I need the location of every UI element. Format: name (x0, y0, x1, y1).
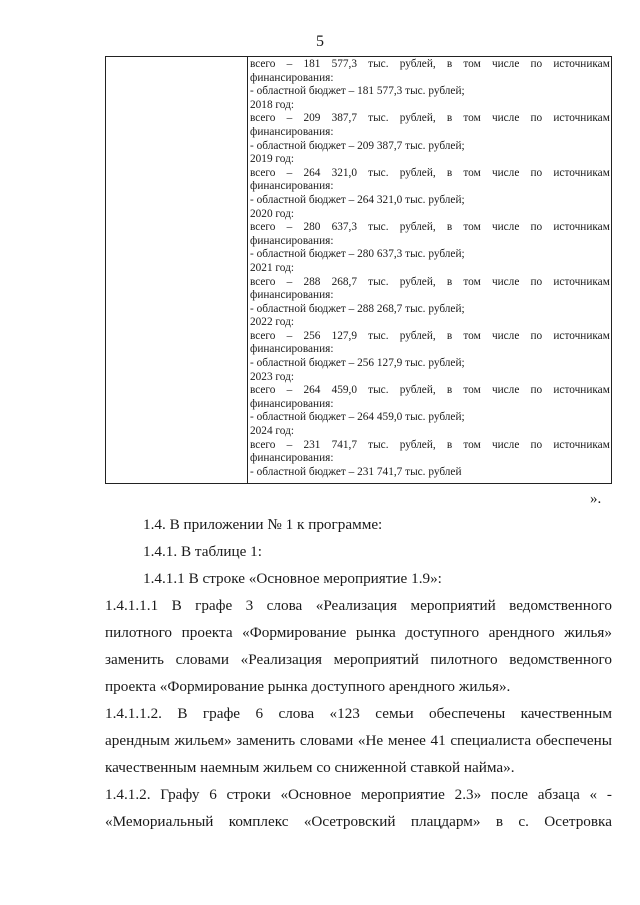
word: В (171, 597, 182, 614)
word: всего (250, 384, 276, 397)
word: 3 (245, 597, 254, 614)
word: «Реализация (315, 597, 398, 614)
word: 127,9 (331, 329, 357, 342)
word: всего (250, 329, 276, 342)
word: рублей, (399, 221, 436, 234)
word: 2.3» (454, 786, 482, 803)
word: мероприятий (333, 651, 419, 668)
word: рублей, (399, 275, 436, 288)
word: числе (491, 112, 520, 125)
word: – (286, 58, 293, 70)
word: по (530, 58, 543, 70)
word: том (463, 329, 481, 342)
text-line: финансирования: (250, 71, 334, 84)
word: Осетровка (544, 813, 612, 830)
text-line: 2022 год: (250, 316, 294, 329)
word: 6 (209, 786, 217, 803)
word: словами (175, 651, 229, 668)
word: источникам (553, 275, 610, 288)
word: том (463, 166, 481, 179)
paragraph-1-4-1 (143, 538, 262, 565)
text-line (250, 439, 610, 453)
word: по (530, 112, 543, 125)
word: арендного (488, 624, 555, 641)
word: 1.4.1.1.1 (105, 597, 159, 614)
text-line: качественным наемным жильем со сниженной ставкой найма». (105, 759, 515, 776)
word: источникам (553, 58, 610, 70)
text-line: 2018 год: (250, 98, 294, 111)
word: жилья» (564, 624, 612, 641)
word: 577,3 (331, 58, 357, 70)
word: «Основное (280, 786, 352, 803)
text-line (250, 112, 610, 126)
text-line: проекта «Формирование рынка доступного арендного жилья». (105, 678, 511, 695)
text-line: финансирования: (250, 343, 334, 356)
text-line: - областной бюджет – 264 459,0 тыс. рублей; (250, 411, 465, 424)
word: 288 (303, 275, 321, 288)
word: по (530, 166, 543, 179)
word: « (589, 786, 598, 803)
page-number: 5 (316, 33, 324, 50)
word: числе (491, 58, 520, 70)
text-line: финансирования: (250, 234, 334, 247)
financing-text-cell (250, 58, 610, 479)
word: обеспечены (429, 705, 506, 722)
word: 181 (303, 58, 321, 70)
closing-quote: ». (590, 491, 602, 507)
word: в (446, 166, 453, 179)
word: – (286, 221, 293, 234)
word: 741,7 (331, 438, 357, 451)
word: арендным (105, 732, 170, 749)
text-line (105, 808, 612, 835)
word: с. (518, 813, 529, 830)
text-line: 1.4.1. В таблице 1: (143, 543, 262, 560)
text-line: 2020 год: (250, 207, 294, 220)
word: по (530, 329, 543, 342)
word: заменить (236, 732, 296, 749)
word: всего (250, 58, 276, 70)
paragraph-1-4-1-1-1 (105, 592, 612, 700)
word: «Формирование (242, 624, 347, 641)
text-line: финансирования: (250, 180, 334, 193)
paragraph-1-4-1-1 (143, 565, 442, 592)
word: – (286, 275, 293, 288)
table-column-divider (247, 57, 248, 483)
word: источникам (553, 384, 610, 397)
word: 1.4.1.2. (105, 786, 151, 803)
word: тыс. (368, 112, 389, 125)
word: по (530, 384, 543, 397)
paragraph-1-4-1-2 (105, 781, 612, 835)
word: заменить (105, 651, 164, 668)
text-line: 2019 год: (250, 153, 294, 166)
word: жильем» (174, 732, 232, 749)
word: в (446, 438, 453, 451)
word: по (530, 221, 543, 234)
financing-table (105, 56, 612, 484)
word: по (530, 438, 543, 451)
word: после (490, 786, 529, 803)
text-line: 2023 год: (250, 370, 294, 383)
text-line: 1.4.1.1 В строке «Основное мероприятие 1.9»: (143, 570, 442, 587)
text-line (105, 781, 612, 808)
text-line: - областной бюджет – 256 127,9 тыс. рублей; (250, 357, 465, 370)
word: – (286, 329, 293, 342)
word: – (286, 112, 293, 125)
word: графе (195, 597, 233, 614)
word: в (446, 221, 453, 234)
word: тыс. (368, 384, 389, 397)
word: 41 (430, 732, 446, 749)
text-line (250, 58, 610, 72)
word: рублей, (399, 58, 436, 70)
word: слова (266, 597, 303, 614)
text-line: 2024 год: (250, 425, 294, 438)
word: в (446, 58, 453, 70)
word: том (463, 275, 481, 288)
word: рублей, (399, 438, 436, 451)
word: комплекс (228, 813, 289, 830)
text-line (105, 619, 612, 646)
word: тыс. (368, 58, 389, 70)
word: мероприятие (361, 786, 445, 803)
word: источникам (553, 112, 610, 125)
word: в (495, 813, 503, 830)
text-line (105, 727, 612, 754)
word: рынка (355, 624, 396, 641)
word: числе (491, 275, 520, 288)
text-line (250, 167, 610, 181)
word: проекта (181, 624, 233, 641)
text-line (250, 221, 610, 235)
text-line (105, 592, 612, 619)
text-line: - областной бюджет – 181 577,3 тыс. рублей; (250, 85, 465, 98)
word: источникам (553, 166, 610, 179)
paragraph-1-4-1-1-2 (105, 700, 612, 781)
text-line: - областной бюджет – 231 741,7 тыс. рублей (250, 465, 462, 478)
word: том (463, 58, 481, 70)
word: числе (491, 221, 520, 234)
word: том (463, 221, 481, 234)
text-line: - областной бюджет – 209 387,7 тыс. рублей; (250, 139, 465, 152)
word: рублей, (399, 329, 436, 342)
paragraph-1-4 (143, 511, 382, 538)
word: 209 (303, 112, 321, 125)
word: тыс. (368, 329, 389, 342)
word: источникам (553, 438, 610, 451)
word: – (286, 384, 293, 397)
word: 256 (303, 329, 321, 342)
word: в (446, 275, 453, 288)
word: «Осетровский (303, 813, 396, 830)
word: – (286, 166, 293, 179)
word: всего (250, 221, 276, 234)
word: по (530, 275, 543, 288)
word: том (463, 112, 481, 125)
word: тыс. (368, 221, 389, 234)
word: абзаца (537, 786, 580, 803)
text-line: финансирования: (250, 289, 334, 302)
word: 321,0 (331, 166, 357, 179)
word: тыс. (368, 166, 389, 179)
word: тыс. (368, 275, 389, 288)
word: строки (226, 786, 271, 803)
word: 6 (255, 705, 264, 722)
word: специалиста (450, 732, 532, 749)
word: словами (299, 732, 354, 749)
word: 268,7 (331, 275, 357, 288)
word: источникам (553, 329, 610, 342)
word: в (446, 112, 453, 125)
word: рублей, (399, 166, 436, 179)
text-line: 2021 год: (250, 261, 294, 274)
word: 637,3 (331, 221, 357, 234)
word: всего (250, 275, 276, 288)
word: Графу (160, 786, 200, 803)
word: числе (491, 329, 520, 342)
word: рублей, (399, 384, 436, 397)
word: менее (387, 732, 426, 749)
word: тыс. (368, 438, 389, 451)
word: плацдарм» (410, 813, 481, 830)
text-line (250, 276, 610, 290)
word: семьи (375, 705, 414, 722)
text-line (105, 700, 612, 727)
word: всего (250, 112, 276, 125)
word: 387,7 (331, 112, 357, 125)
word: 231 (303, 438, 321, 451)
word: числе (491, 166, 520, 179)
text-line: финансирования: (250, 125, 334, 138)
word: слова (278, 705, 315, 722)
text-line: - областной бюджет – 264 321,0 тыс. рублей; (250, 193, 465, 206)
word: в (446, 384, 453, 397)
text-line: - областной бюджет – 280 637,3 тыс. рублей; (250, 248, 465, 261)
word: «Мемориальный (105, 813, 214, 830)
word: 1.4.1.1.2. (105, 705, 162, 722)
word: том (463, 384, 481, 397)
word: «Не (357, 732, 384, 749)
word: ведомственного (509, 597, 612, 614)
word: графе (202, 705, 241, 722)
word: «123 (329, 705, 360, 722)
word: пилотного (430, 651, 498, 668)
word: числе (491, 438, 520, 451)
word: рублей, (399, 112, 436, 125)
word: «Реализация (240, 651, 322, 668)
word: источникам (553, 221, 610, 234)
word: качественным (520, 705, 612, 722)
word: 264 (303, 384, 321, 397)
word: 280 (303, 221, 321, 234)
word: мероприятий (410, 597, 496, 614)
word: пилотного (105, 624, 173, 641)
word: 264 (303, 166, 321, 179)
text-line: финансирования: (250, 452, 334, 465)
word: том (463, 438, 481, 451)
word: В (177, 705, 188, 722)
word: всего (250, 166, 276, 179)
text-line: 1.4. В приложении № 1 к программе: (143, 516, 383, 533)
word: всего (250, 438, 276, 451)
word: числе (491, 384, 520, 397)
word: - (606, 786, 612, 803)
word: 459,0 (331, 384, 357, 397)
text-line (250, 384, 610, 398)
word: ведомственного (509, 651, 612, 668)
word: доступного (405, 624, 480, 641)
word: в (446, 329, 453, 342)
text-line: - областной бюджет – 288 268,7 тыс. рублей; (250, 302, 465, 315)
text-line: финансирования: (250, 397, 334, 410)
text-line (250, 330, 610, 344)
word: обеспечены (535, 732, 612, 749)
text-line (105, 646, 612, 673)
word: – (286, 438, 293, 451)
